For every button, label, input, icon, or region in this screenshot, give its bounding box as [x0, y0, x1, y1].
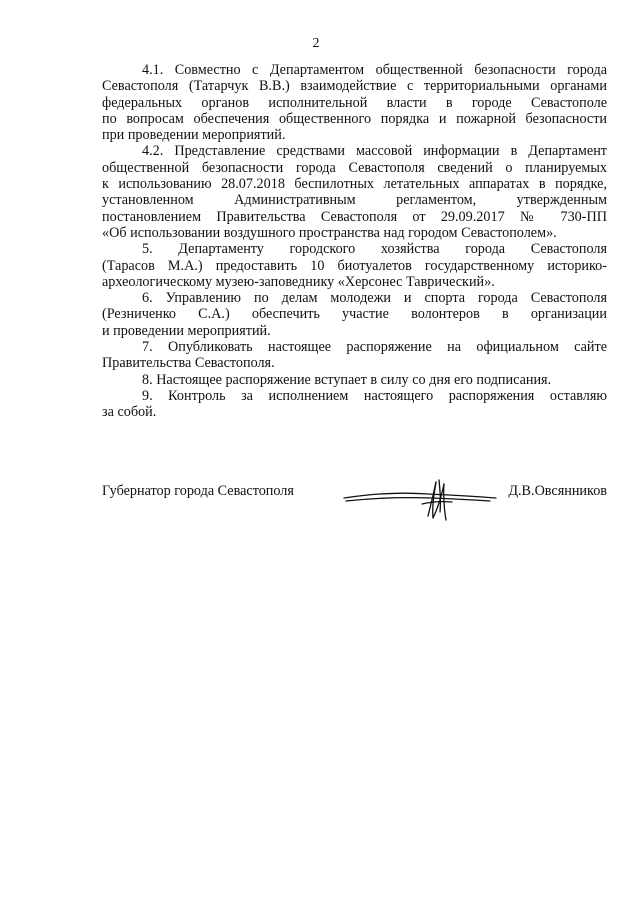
signatory-name: Д.В.Овсянников	[508, 483, 607, 499]
text-line: общественной безопасности города Севастополя сведений о планируемых	[102, 159, 607, 176]
text-line: Правительства Севастополя.	[102, 355, 275, 372]
text-line: 5. Департаменту городского хозяйства города Севастополя	[142, 241, 607, 258]
text-line: федеральных органов исполнительной власти в городе Севастополе	[102, 94, 607, 111]
paragraph-9	[102, 388, 607, 421]
paragraph-4-2	[102, 143, 607, 241]
text-line: 8. Настоящее распоряжение вступает в силу со дня его подписания.	[142, 371, 552, 388]
text-line: при проведении мероприятий.	[102, 127, 286, 144]
paragraph-4-1	[102, 62, 607, 143]
text-line: «Об использовании воздушного пространства над городом Севастополем».	[102, 224, 557, 241]
text-line: установленном Административным регламентом, утвержденным	[102, 192, 607, 209]
signature-block	[102, 474, 607, 534]
text-line: Севастополя (Татарчук В.В.) взаимодействие с территориальными органами	[102, 78, 607, 95]
text-line: археологическому музею-заповеднику «Херсонес Таврический».	[102, 273, 495, 290]
text-line: и проведении мероприятий.	[102, 322, 271, 339]
text-line: 6. Управлению по делам молодежи и спорта города Севастополя	[142, 290, 607, 307]
document-body	[102, 62, 607, 421]
text-line: к использованию 28.07.2018 беспилотных летательных аппаратах в порядке,	[102, 176, 607, 193]
paragraph-8	[102, 372, 607, 388]
page-number: 2	[312, 36, 320, 51]
text-line: (Резниченко С.А.) обеспечить участие волонтеров в организации	[102, 306, 607, 323]
paragraph-5	[102, 241, 607, 290]
text-line: 4.2. Представление средствами массовой информации в Департамент	[142, 143, 607, 160]
handwritten-signature	[340, 474, 500, 526]
signatory-position: Губернатор города Севастополя	[102, 483, 294, 499]
paragraph-6	[102, 290, 607, 339]
text-line: 7. Опубликовать настоящее распоряжение на официальном сайте	[142, 339, 607, 356]
text-line: (Тарасов М.А.) предоставить 10 биотуалетов государственному историко-	[102, 257, 607, 274]
text-line: постановлением Правительства Севастополя от 29.09.2017 № 730-ПП	[102, 208, 607, 225]
text-line: 9. Контроль за исполнением настоящего распоряжения оставляю	[142, 387, 607, 404]
paragraph-7	[102, 339, 607, 372]
text-line: по вопросам обеспечения общественного порядка и пожарной безопасности	[102, 110, 607, 127]
text-line: 4.1. Совместно с Департаментом общественной безопасности города	[142, 62, 607, 78]
text-line: за собой.	[102, 404, 157, 421]
